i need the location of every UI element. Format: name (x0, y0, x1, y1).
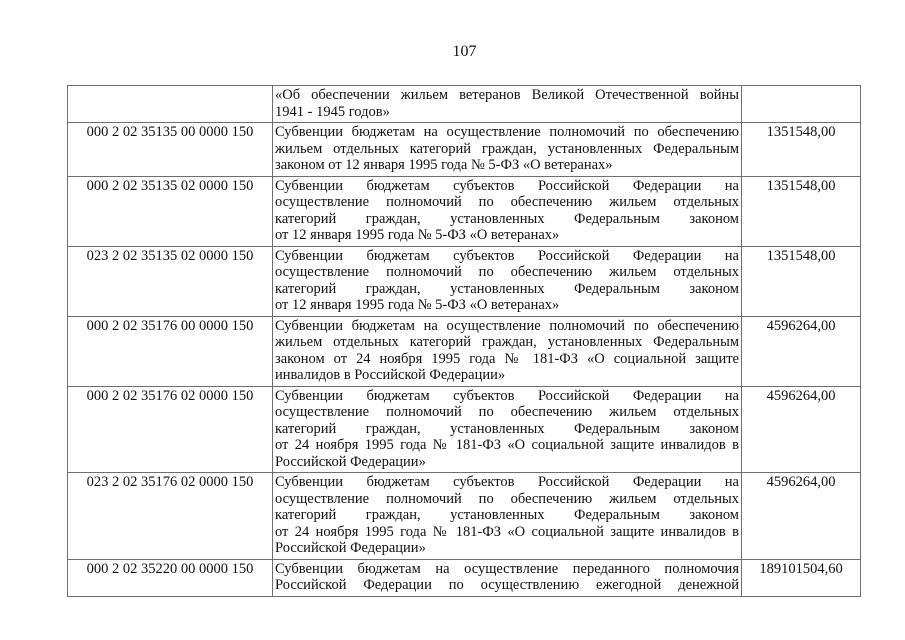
description-line: категорий граждан, установленных Федеральным законом (275, 420, 739, 437)
description-line: от 24 ноября 1995 года № 181-ФЗ «О социальной защите инвалидов в (275, 523, 739, 540)
description-line: Субвенции бюджетам субъектов Российской Федерации на (275, 177, 739, 194)
description-line: от 12 января 1995 года № 5-ФЗ «О ветеранах» (275, 297, 560, 313)
code-cell: 000 2 02 35220 00 0000 150 (68, 559, 273, 596)
description-line: Субвенции бюджетам на осуществление переданного полномочия (275, 560, 739, 577)
table-row (68, 86, 861, 123)
amount-cell (742, 86, 861, 123)
description-line: Субвенции бюджетам субъектов Российской Федерации на (275, 387, 739, 404)
description-cell (273, 176, 742, 246)
description-line: Российской Федерации по осуществлению ежегодной денежной (275, 577, 739, 593)
description-line: категорий граждан, установленных Федеральным законом (275, 210, 739, 227)
code-cell: 023 2 02 35135 02 0000 150 (68, 246, 273, 316)
budget-table-body (68, 86, 861, 597)
table-row (68, 176, 861, 246)
amount-cell: 4596264,00 (742, 473, 861, 560)
description-cell (273, 86, 742, 123)
table-row (68, 386, 861, 473)
code-cell: 000 2 02 35135 00 0000 150 (68, 123, 273, 177)
amount-cell: 1351548,00 (742, 123, 861, 177)
description-line: категорий граждан, установленных Федеральным законом (275, 280, 739, 297)
description-line: Субвенции бюджетам субъектов Российской Федерации на (275, 247, 739, 264)
description-line: 1941 - 1945 годов» (275, 103, 390, 120)
code-cell: 000 2 02 35135 02 0000 150 (68, 176, 273, 246)
code-cell: 023 2 02 35176 02 0000 150 (68, 473, 273, 560)
description-line: жильем отдельных категорий граждан, установленных Федеральным (275, 140, 739, 157)
budget-table (67, 85, 861, 597)
description-line: «Об обеспечении жильем ветеранов Великой Отечественной войны (275, 87, 739, 103)
description-line: Субвенции бюджетам на осуществление полномочий по обеспечению (275, 124, 739, 140)
description-line: Субвенции бюджетам на осуществление полномочий по обеспечению (275, 317, 739, 334)
description-cell (273, 316, 742, 386)
description-cell (273, 386, 742, 473)
description-line: осуществление полномочий по обеспечению жильем отдельных (275, 404, 739, 420)
amount-cell: 4596264,00 (742, 316, 861, 386)
page-number: 107 (452, 43, 477, 60)
description-line: осуществление полномочий по обеспечению жильем отдельных (275, 194, 739, 210)
code-cell (68, 86, 273, 123)
description-cell (273, 559, 742, 596)
table-row (68, 123, 861, 177)
code-cell: 000 2 02 35176 02 0000 150 (68, 386, 273, 473)
description-cell (273, 246, 742, 316)
amount-cell: 1351548,00 (742, 176, 861, 246)
table-row (68, 473, 861, 560)
description-line: осуществление полномочий по обеспечению жильем отдельных (275, 264, 739, 280)
table-row (68, 316, 861, 386)
description-line: Субвенции бюджетам субъектов Российской Федерации на (275, 474, 739, 490)
description-line: от 24 ноября 1995 года № 181-ФЗ «О социальной защите инвалидов в (275, 437, 739, 453)
description-line: категорий граждан, установленных Федеральным законом (275, 507, 739, 523)
table-row (68, 559, 861, 596)
description-cell (273, 473, 742, 560)
description-line: законом от 24 ноября 1995 года № 181-ФЗ «О социальной защите (275, 350, 739, 367)
description-line: жильем отдельных категорий граждан, установленных Федеральным (275, 334, 739, 350)
description-line: законом от 12 января 1995 года № 5-ФЗ «О ветеранах» (275, 157, 613, 173)
description-line: Российской Федерации» (275, 453, 426, 470)
description-line: инвалидов в Российской Федерации» (275, 367, 506, 383)
amount-cell: 4596264,00 (742, 386, 861, 473)
amount-cell: 1351548,00 (742, 246, 861, 316)
description-line: от 12 января 1995 года № 5-ФЗ «О ветеранах» (275, 227, 560, 243)
description-cell (273, 123, 742, 177)
description-line: Российской Федерации» (275, 540, 426, 556)
table-row (68, 246, 861, 316)
description-line: осуществление полномочий по обеспечению жильем отдельных (275, 490, 739, 507)
code-cell: 000 2 02 35176 00 0000 150 (68, 316, 273, 386)
amount-cell: 189101504,60 (742, 559, 861, 596)
